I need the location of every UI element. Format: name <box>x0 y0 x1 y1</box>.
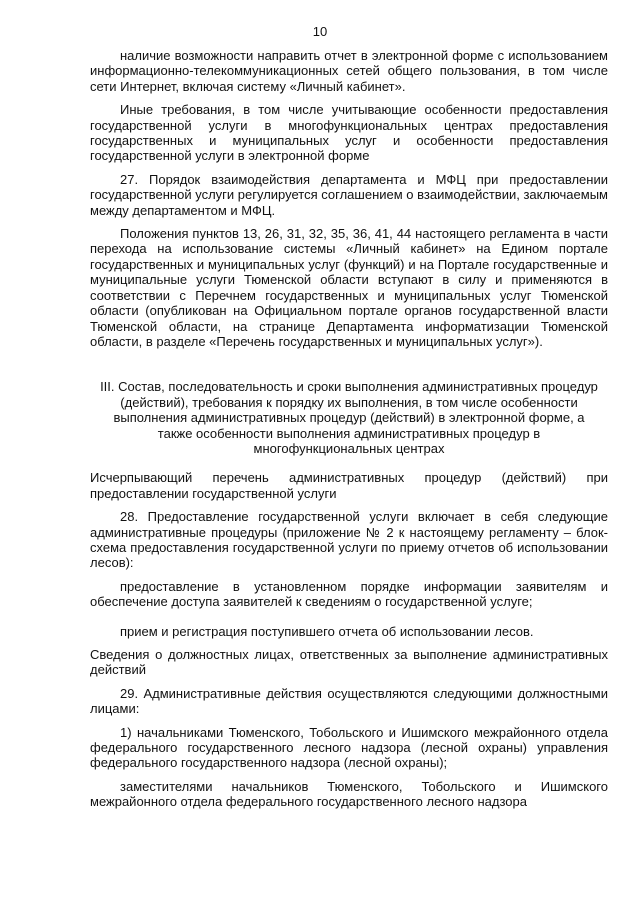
paragraph: 29. Административные действия осуществляются следующими должностными лицами: <box>90 685 608 717</box>
page-number: 10 <box>312 24 328 39</box>
paragraph: наличие возможности направить отчет в электронной форме с использованием информационно-телекоммуникационных сетей общего пользования, в том числе сети Интернет, включая систему «Личный кабинет». <box>90 48 608 94</box>
section-title: III. Состав, последовательность и сроки выполнения административных процедур (действий), требования к порядку их выполнения, в том числе особенности выполнения административных процедур (действий) в электронной форме, а также особенности выполнения административных процедур в многофункциональных центрах <box>100 379 598 456</box>
heading-other-requirements: Иные требования, в том числе учитывающие особенности предоставления государственной услуги в многофункциональных центрах предоставления государственных и муниципальных услуг и особенности предоставления государственной услуги в электронной форме <box>90 102 608 164</box>
paragraph: предоставление в установленном порядке информации заявителям и обеспечение доступа заявителей к сведениям о государственной услуге; <box>90 578 608 610</box>
heading-procedures-list: Исчерпывающий перечень административных процедур (действий) при предоставлении государственной услуги <box>90 470 608 501</box>
document-body <box>90 48 608 810</box>
paragraph: Положения пунктов 13, 26, 31, 32, 35, 36, 41, 44 настоящего регламента в части перехода на использование системы «Личный кабинет» на Едином портале государственных и муниципальных услуг (функций) и на Портале государственные и муниципальные услуги Тюменской области вступают в силу и применяются в соответствии с Перечнем государственных и муниципальных услуг Тюменской области (опубликован на Официальном портале органов государственной власти Тюменской области, на странице Департамента информатизации Тюменской области, в разделе «Перечень государственных и муниципальных услуг»). <box>90 226 608 349</box>
heading-officials: Сведения о должностных лицах, ответственных за выполнение административных действий <box>90 647 608 678</box>
paragraph: 27. Порядок взаимодействия департамента и МФЦ при предоставлении государственной услуги регулируется соглашением о взаимодействии, заключаемым между департаментом и МФЦ. <box>90 171 608 218</box>
paragraph: прием и регистрация поступившего отчета об использовании лесов. <box>120 623 534 639</box>
paragraph: 1) начальниками Тюменского, Тобольского и Ишимского межрайонного отдела федерального государственного лесного надзора (лесной охраны) управления федерального государственного надзора (лесной охраны); <box>90 724 608 771</box>
paragraph: заместителями начальников Тюменского, Тобольского и Ишимского межрайонного отдела федерального государственного лесного надзора <box>90 778 608 810</box>
paragraph: 28. Предоставление государственной услуги включает в себя следующие административные процедуры (приложение № 2 к настоящему регламенту – блок-схема предоставления государственной услуги по приему отчетов об использовании лесов): <box>90 509 608 571</box>
